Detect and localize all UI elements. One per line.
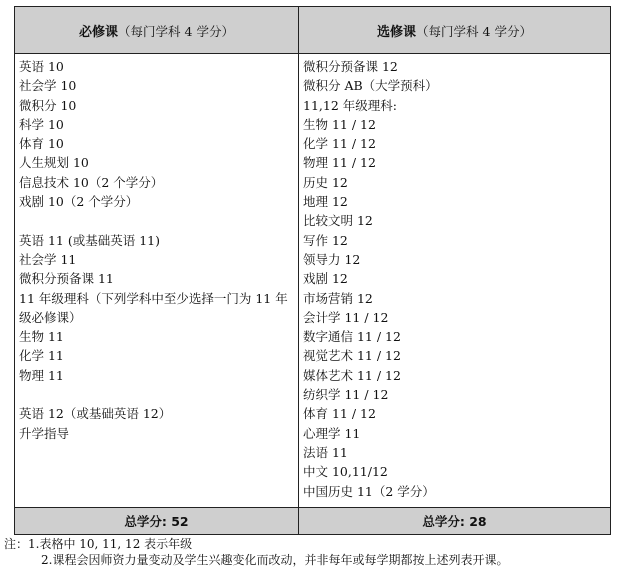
course-item: 领导力 12	[303, 251, 361, 267]
required-course-list	[15, 54, 298, 449]
table-total-row	[15, 507, 611, 534]
course-item: 生物 11 / 12	[303, 116, 376, 132]
elective-header-note: （每门学科 4 学分）	[416, 23, 532, 39]
elective-header-title: 选修课	[377, 24, 417, 40]
course-item: 中文 10,11/12	[303, 464, 388, 480]
course-item: 社会学 11	[19, 251, 77, 267]
elective-course-list	[299, 54, 610, 507]
course-item: 化学 11	[19, 348, 64, 364]
course-item: 物理 11 / 12	[303, 155, 376, 171]
course-item: 中国历史 11（2 学分）	[303, 483, 435, 499]
table-notes	[4, 536, 619, 568]
course-item: 微积分 AB（大学预科）	[303, 78, 438, 94]
required-courses-header	[15, 7, 299, 54]
course-item: 11 年级理科（下列学科中至少选择一门为 11 年级必修课）	[19, 290, 288, 325]
course-item: 地理 12	[303, 194, 348, 210]
course-item: 数字通信 11 / 12	[303, 329, 401, 345]
required-courses-cell	[15, 54, 299, 508]
note-line-2: 2.课程会因师资力量变动及学生兴趣变化而改动，并非每年或每学期都按上述列表开课。	[41, 553, 509, 567]
course-item: 媒体艺术 11 / 12	[303, 367, 401, 383]
table-body-row	[15, 54, 611, 508]
course-item: 会计学 11 / 12	[303, 309, 389, 325]
list-spacer	[19, 385, 298, 404]
required-header-note: （每门学科 4 学分）	[118, 23, 234, 39]
course-item: 视觉艺术 11 / 12	[303, 348, 401, 364]
course-item: 比较文明 12	[303, 213, 373, 229]
elective-courses-cell	[299, 54, 611, 508]
list-spacer	[19, 211, 298, 230]
course-item: 纺织学 11 / 12	[303, 387, 389, 403]
course-item: 写作 12	[303, 232, 348, 248]
course-item: 社会学 10	[19, 78, 77, 94]
course-item: 英语 12（或基础英语 12）	[19, 406, 172, 422]
course-item: 历史 12	[303, 174, 348, 190]
course-item: 人生规划 10	[19, 155, 89, 171]
course-item: 戏剧 10（2 个学分）	[19, 194, 139, 210]
course-item: 市场营销 12	[303, 290, 373, 306]
course-item: 心理学 11	[303, 425, 361, 441]
course-item: 微积分预备课 12	[303, 59, 398, 74]
course-item: 信息技术 10（2 个学分）	[19, 174, 164, 190]
course-item: 体育 10	[19, 136, 64, 152]
course-item: 11,12 年级理科:	[303, 97, 397, 113]
elective-courses-header	[299, 7, 611, 54]
course-item: 化学 11 / 12	[303, 136, 376, 152]
elective-total: 总学分: 28	[299, 507, 611, 534]
course-item: 法语 11	[303, 444, 348, 460]
table-header-row	[15, 7, 611, 54]
course-item: 升学指导	[19, 425, 70, 441]
required-total: 总学分: 52	[15, 507, 299, 534]
course-item: 英语 11 (或基础英语 11)	[19, 232, 160, 248]
course-item: 英语 10	[19, 59, 64, 74]
course-item: 微积分预备课 11	[19, 271, 114, 287]
required-header-title: 必修课	[79, 24, 119, 40]
course-table	[14, 6, 611, 535]
course-item: 戏剧 12	[303, 271, 348, 287]
course-item: 生物 11	[19, 329, 64, 345]
course-item: 物理 11	[19, 367, 64, 383]
note-line-1: 注：1.表格中 10, 11, 12 表示年级	[4, 537, 193, 551]
course-item: 微积分 10	[19, 97, 77, 113]
course-item: 体育 11 / 12	[303, 406, 376, 422]
course-item: 科学 10	[19, 116, 64, 132]
